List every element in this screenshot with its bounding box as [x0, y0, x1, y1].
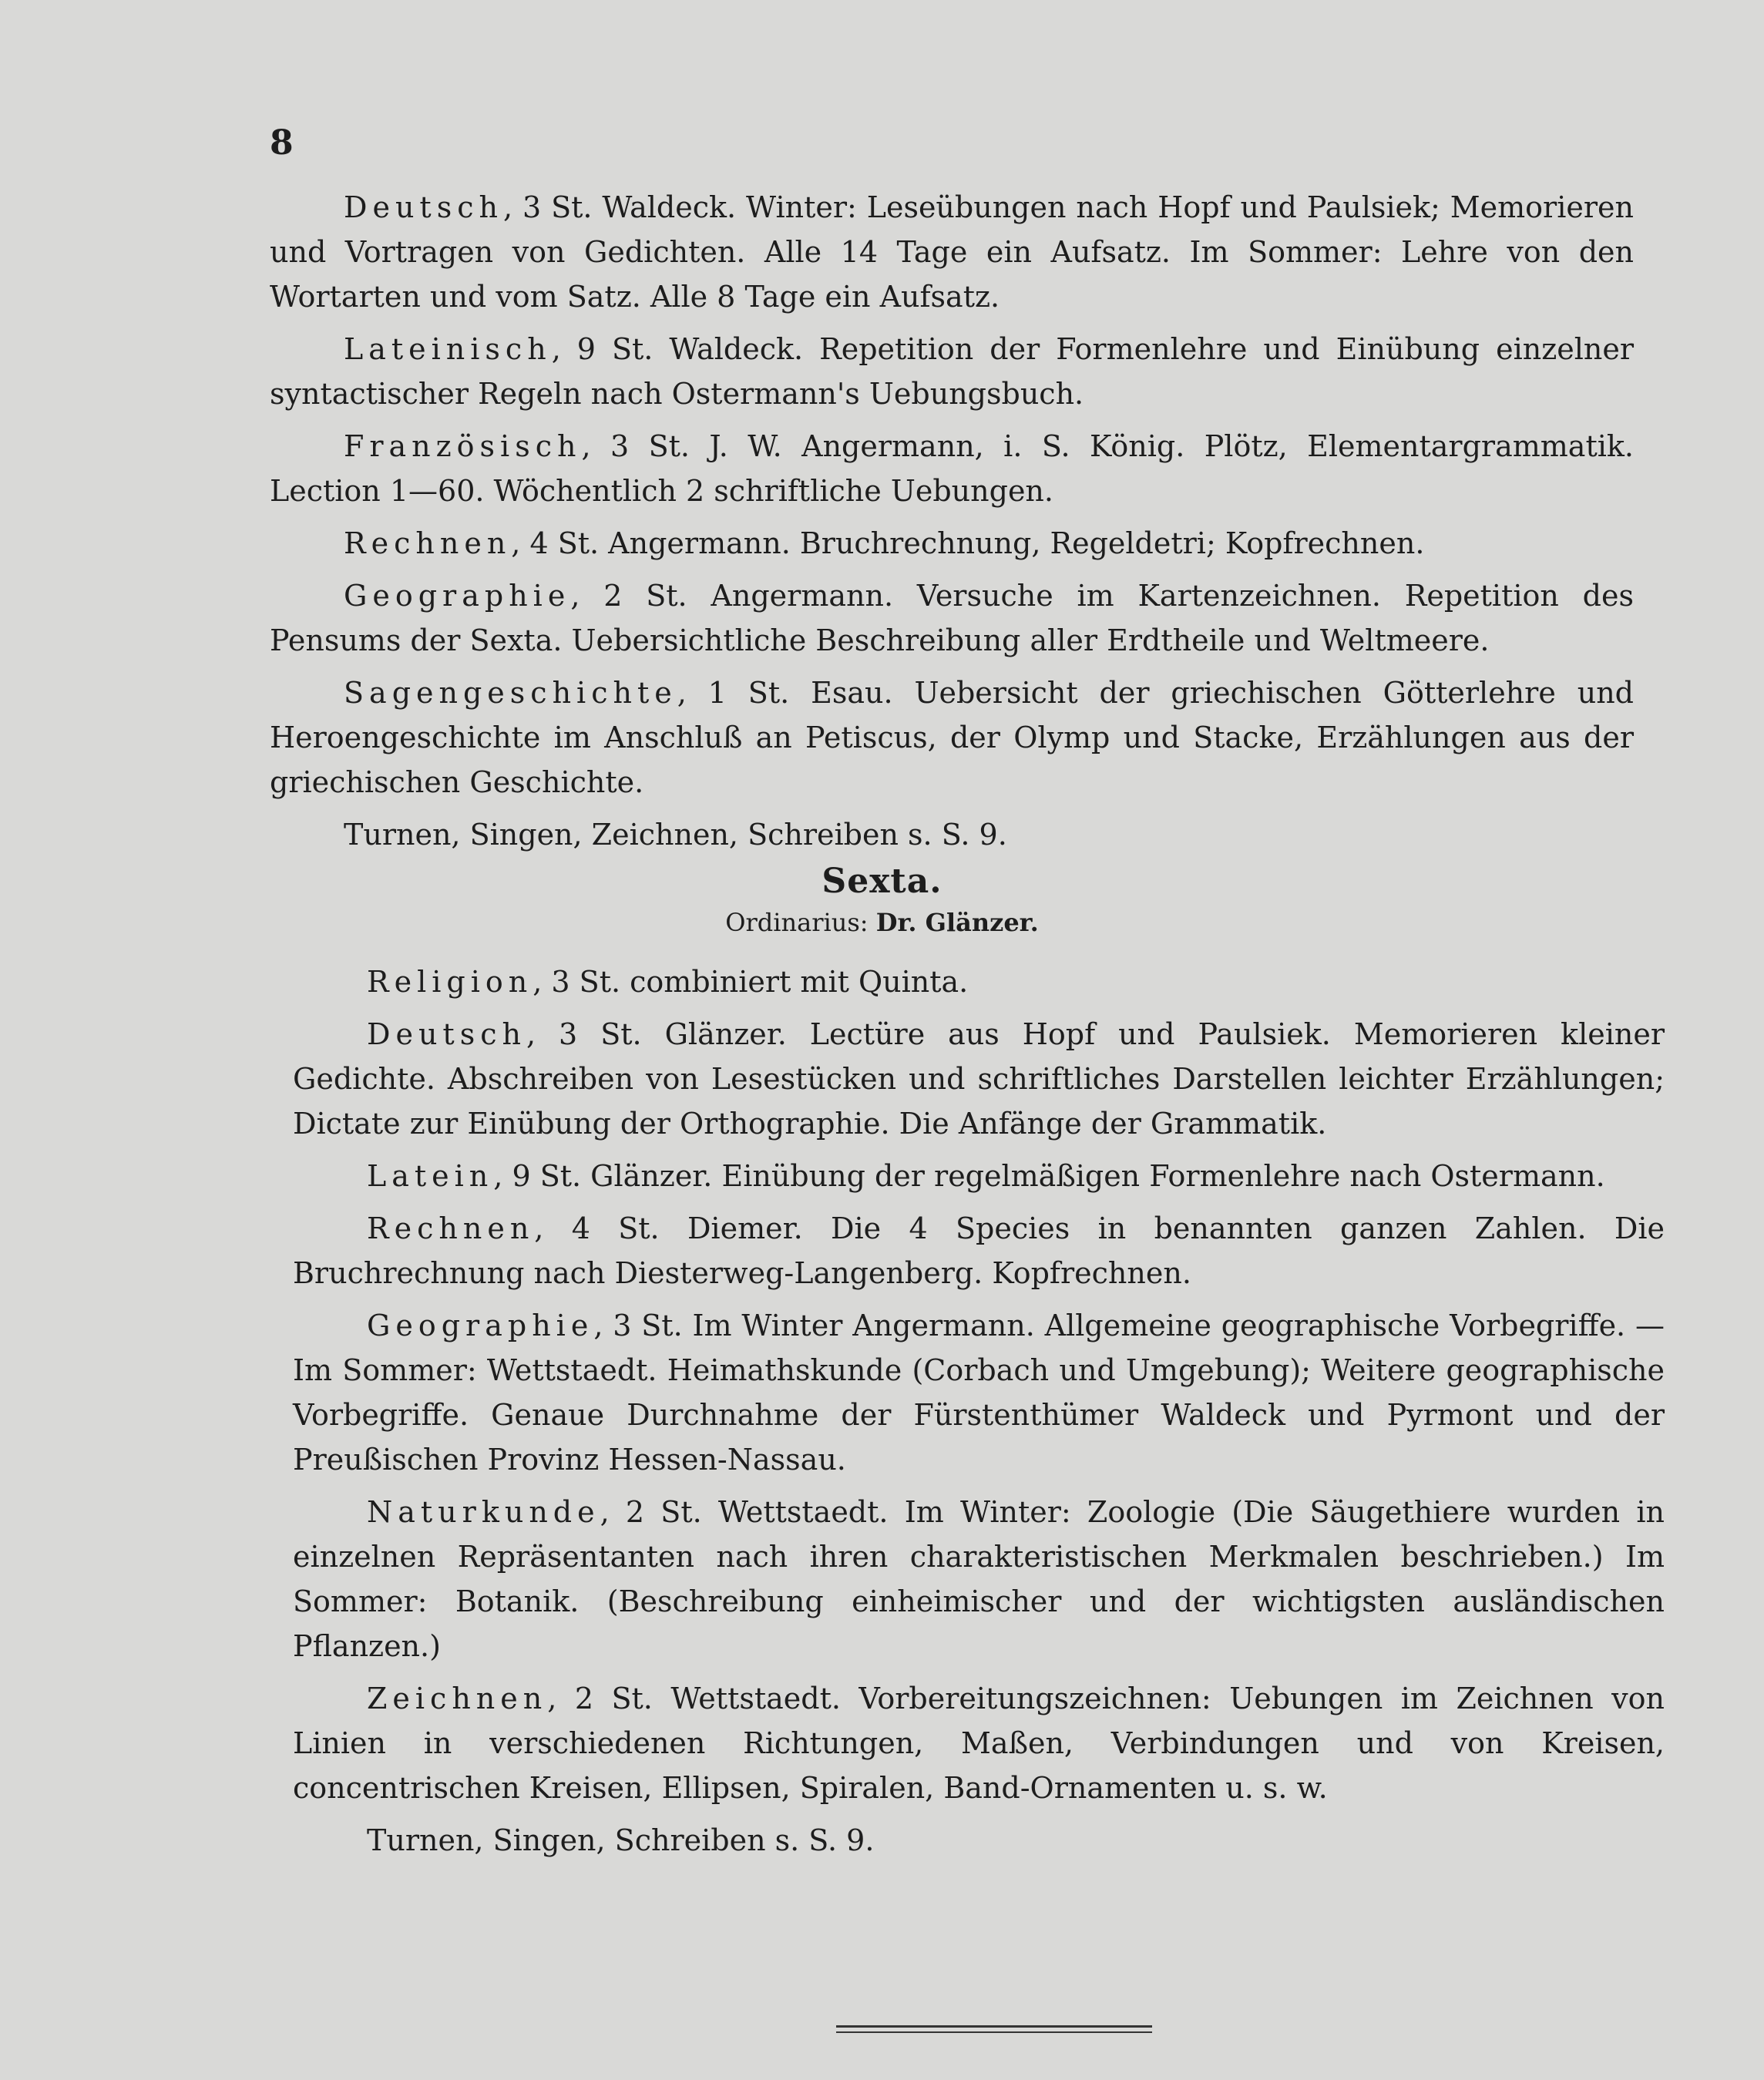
subject-name: Zeichnen [367, 1682, 548, 1715]
paragraph [270, 670, 1634, 805]
paragraph [270, 521, 1634, 566]
subject-name: Deutsch [367, 1017, 526, 1051]
paragraph-text: , 3 St. Im Winter Angermann. Allgemeine geographische Vorbegriffe. — Im Sommer: Wettstaedt. Heimathskunde (Corbach und Umgebung); Weitere geographische Vorbegriffe. Genaue Durchnahme der Fürstenthümer Waldeck und Pyrmont und der Preußischen Provinz Hessen-Nassau. [293, 1309, 1665, 1477]
subject-name: Geographie [344, 579, 571, 613]
paragraph [270, 185, 1634, 319]
paragraph [293, 1303, 1665, 1482]
subject-name: Rechnen [344, 526, 512, 560]
paragraph-text: , 3 St. combiniert mit Quinta. [533, 965, 969, 999]
subject-name: Latein [367, 1159, 494, 1193]
paragraph [293, 1154, 1665, 1198]
paragraph-text: , 1 St. Esau. Uebersicht der griechischen Götterlehre und Heroengeschichte im Anschluß an Petiscus, der Olymp und Stacke, Erzählungen aus der griechischen Geschichte. [270, 676, 1634, 799]
paragraph [293, 1206, 1665, 1295]
sexta-curriculum [293, 959, 1665, 1870]
ordinarius-name: Dr. Glänzer. [875, 908, 1039, 937]
paragraph [270, 327, 1634, 416]
paragraph-text: , 2 St. Wettstaedt. Im Winter: Zoologie (Die Säugethiere wurden in einzelnen Repräsentanten nach ihren charakteristischen Merkmalen beschrieben.) Im Sommer: Botanik. (Beschreibung einheimischer und der wichtigsten ausländischen Pflanzen.) [293, 1495, 1665, 1663]
paragraph-text: Turnen, Singen, Zeichnen, Schreiben s. S. 9. [344, 818, 1007, 852]
paragraph-text: , 3 St. Glänzer. Lectüre aus Hopf und Paulsiek. Memorieren kleiner Gedichte. Abschreiben von Lesestücken und schriftliches Darstellen leichter Erzählungen; Dictate zur Einübung der Orthographie. Die Anfänge der Grammatik. [293, 1017, 1665, 1141]
subject-name: Rechnen [367, 1211, 535, 1245]
page-number: 8 [270, 123, 294, 163]
paragraph [293, 1676, 1665, 1810]
paragraph-text: , 9 St. Waldeck. Repetition der Formenlehre und Einübung einzelner syntactischer Regeln nach Ostermann's Uebungsbuch. [270, 332, 1634, 411]
subject-name: Naturkunde [367, 1495, 600, 1529]
paragraph-text: Turnen, Singen, Schreiben s. S. 9. [367, 1823, 875, 1857]
paragraph-text: , 9 St. Glänzer. Einübung der regelmäßigen Formenlehre nach Ostermann. [493, 1159, 1605, 1193]
closing-rule [836, 2025, 1152, 2033]
subject-name: Religion [367, 965, 533, 999]
subject-name: Deutsch [344, 190, 503, 224]
class-heading: Sexta. [822, 862, 942, 901]
quinta-curriculum [270, 185, 1634, 865]
paragraph-text: , 4 St. Angermann. Bruchrechnung, Regeldetri; Kopfrechnen. [511, 526, 1425, 560]
class-ordinarius [0, 908, 1764, 937]
paragraph-text: , 2 St. Angermann. Versuche im Kartenzeichnen. Repetition des Pensums der Sexta. Uebersichtliche Beschreibung aller Erdtheile und Weltmeere. [270, 579, 1634, 657]
paragraph [293, 1818, 1665, 1863]
paragraph [293, 1012, 1665, 1146]
subject-name: Französisch [344, 429, 582, 463]
ordinarius-label: Ordinarius: [725, 908, 869, 937]
paragraph-text: , 4 St. Diemer. Die 4 Species in benannten ganzen Zahlen. Die Bruchrechnung nach Diesterweg-Langenberg. Kopfrechnen. [293, 1211, 1665, 1290]
paragraph-text: , 3 St. Waldeck. Winter: Leseübungen nach Hopf und Paulsiek; Memorieren und Vortragen von Gedichten. Alle 14 Tage ein Aufsatz. Im Sommer: Lehre von den Wortarten und vom Satz. Alle 8 Tage ein Aufsatz. [270, 190, 1634, 314]
subject-name: Geographie [367, 1309, 594, 1342]
subject-name: Lateinisch [344, 332, 552, 366]
paragraph [293, 1490, 1665, 1668]
paragraph [270, 573, 1634, 663]
paragraph [270, 812, 1634, 857]
subject-name: Sagengeschichte [344, 676, 677, 710]
paragraph [293, 959, 1665, 1004]
paragraph-text: , 3 St. J. W. Angermann, i. S. König. Plötz, Elementargrammatik. Lection 1—60. Wöchentlich 2 schriftliche Uebungen. [270, 429, 1634, 508]
paragraph-text: , 2 St. Wettstaedt. Vorbereitungszeichnen: Uebungen im Zeichnen von Linien in verschiedenen Richtungen, Maßen, Verbindungen und von Kreisen, concentrischen Kreisen, Ellipsen, Spiralen, Band-Ornamenten u. s. w. [293, 1682, 1665, 1805]
paragraph [270, 424, 1634, 513]
